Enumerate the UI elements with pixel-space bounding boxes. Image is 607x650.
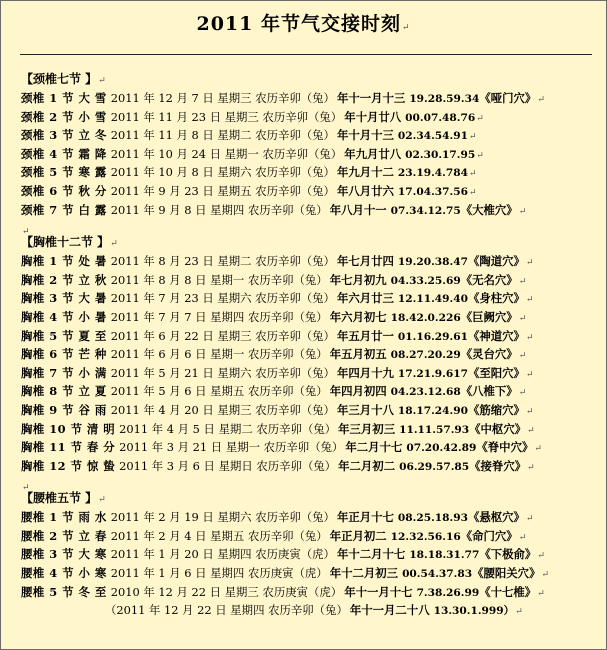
lunar-date: 年十一月十三 — [336, 91, 406, 105]
acupoint: 《巨阙穴》 — [460, 309, 518, 324]
lunar-date: 年三月初三 — [338, 421, 396, 436]
acupoint: 《脊中穴》 — [476, 440, 534, 455]
solar-date: 2011 年 12 月 7 日 — [110, 91, 214, 105]
solar-date: 2011 年 3 月 21 日 — [119, 440, 223, 455]
return-mark-icon: ↵ — [527, 462, 535, 473]
transition-time: 08.27.20.29 — [390, 349, 461, 362]
lunar-date: 年五月廿一 — [336, 328, 394, 343]
acupoint: 《灵台穴》 — [460, 347, 518, 362]
term-row — [21, 508, 607, 527]
lunar-date: 年二月初二 — [338, 458, 396, 473]
term-row — [21, 163, 607, 182]
return-mark-icon: ↵ — [22, 483, 30, 494]
note-date: （2011 年 12 月 22 日 — [105, 603, 227, 618]
lunar-ganzhi: 农历辛卯（兔） — [255, 365, 335, 380]
acupoint: 《八椎下》 — [460, 384, 518, 399]
vertebra-term: 胸椎 4 节 小 暑 — [21, 309, 107, 324]
lunar-date: 年三月十八 — [336, 402, 394, 417]
lunar-date: 年正月十七 — [336, 510, 394, 525]
lunar-ganzhi: 农历辛卯（兔） — [262, 109, 343, 124]
transition-time: 00.54.37.83 — [402, 568, 473, 581]
acupoint: 《陶道穴》 — [467, 254, 525, 269]
solar-date: 2011 年 1 月 6 日 — [110, 566, 207, 581]
return-mark-icon: ↵ — [525, 406, 534, 417]
term-row — [21, 457, 607, 476]
solar-date: 2011 年 4 月 20 日 — [110, 402, 214, 417]
lunar-ganzhi: 农历辛卯（兔） — [247, 347, 328, 362]
return-mark-icon: ↵ — [525, 295, 534, 306]
term-row — [21, 382, 607, 401]
lunar-ganzhi: 农历辛卯（兔） — [247, 309, 328, 324]
acupoint: 《大椎穴》 — [460, 202, 518, 217]
term-row — [21, 89, 607, 108]
transition-time: 12.32.56.16 — [390, 530, 461, 543]
lunar-ganzhi: 农历辛卯（兔） — [255, 91, 335, 105]
weekday: 星期三 — [217, 91, 252, 105]
solar-date: 2011 年 10 月 24 日 — [110, 146, 222, 161]
section-heading-text: 【胸椎十二节 】 — [21, 235, 110, 250]
solar-date: 2011 年 6 月 22 日 — [110, 328, 214, 343]
transition-time: 00.07.48.76 — [405, 111, 476, 124]
term-row — [21, 420, 607, 439]
weekday: 星期一 — [225, 440, 260, 455]
acupoint: 《哑门穴》 — [479, 91, 537, 105]
transition-time: 07.34.12.75 — [390, 204, 461, 217]
weekday: 星期四 — [210, 566, 245, 581]
vertebra-term: 胸椎 9 节 谷 雨 — [21, 402, 107, 417]
transition-time: 08.25.18.93 — [397, 512, 468, 525]
vertebra-term: 胸椎 7 节 小 满 — [21, 365, 107, 380]
term-row — [21, 345, 607, 364]
note-ganzhi: 农历辛卯（兔） — [268, 603, 348, 618]
term-row — [21, 145, 607, 164]
note-lunar: 年十一月二十八 — [349, 603, 430, 618]
solar-date: 2011 年 3 月 6 日 — [119, 458, 215, 473]
acupoint: 《中枢穴》 — [469, 421, 527, 436]
solar-date: 2011 年 2 月 19 日 — [110, 510, 214, 525]
weekday: 星期二 — [217, 254, 252, 269]
lunar-date: 年十月十三 — [336, 128, 394, 143]
return-mark-icon: ↵ — [525, 258, 534, 269]
weekday: 星期六 — [217, 165, 252, 180]
lunar-date: 年七月初九 — [329, 272, 387, 287]
term-row — [21, 201, 607, 220]
return-mark-icon: ↵ — [525, 369, 534, 380]
transition-time: 01.16.29.61 — [397, 330, 468, 343]
vertebra-term: 颈椎 5 节 寒 露 — [21, 165, 107, 180]
section-heading-text: 【颈椎七节 】 — [21, 72, 98, 86]
vertebra-term: 胸椎 11 节 春 分 — [21, 440, 116, 455]
weekday: 星期三 — [217, 402, 252, 417]
term-row — [21, 289, 607, 308]
transition-time: 18.17.24.90 — [397, 404, 468, 417]
lunar-ganzhi: 农历辛卯（兔） — [262, 146, 343, 161]
return-mark-icon: ↵ — [541, 570, 550, 581]
solar-date: 2011 年 9 月 23 日 — [110, 183, 214, 198]
transition-time: 11.11.57.93 — [399, 423, 470, 436]
section-heading-text: 【腰椎五节 】 — [21, 491, 98, 506]
lunar-date: 年正月初二 — [329, 528, 387, 543]
term-row — [21, 252, 607, 271]
return-mark-icon: ↵ — [468, 187, 477, 198]
lunar-ganzhi: 农历庚寅（虎） — [247, 566, 328, 581]
lunar-ganzhi: 农历辛卯（兔） — [256, 421, 337, 436]
weekday: 星期六 — [217, 291, 252, 306]
return-mark-icon: ↵ — [537, 95, 545, 105]
term-row — [21, 564, 607, 583]
lunar-date: 年十二月初三 — [329, 566, 399, 581]
return-mark-icon: ↵ — [476, 150, 484, 161]
weekday: 星期日 — [218, 458, 253, 473]
lunar-date: 年十月廿八 — [344, 109, 402, 124]
lunar-date: 年十二月十七 — [336, 547, 406, 562]
vertebra-term: 胸椎 1 节 处 暑 — [21, 254, 107, 269]
section — [21, 70, 607, 219]
return-mark-icon: ↵ — [515, 607, 523, 618]
transition-time: 07.20.42.89 — [406, 442, 477, 455]
section-heading — [21, 233, 607, 252]
lunar-ganzhi: 农历辛卯（兔） — [247, 272, 328, 287]
transition-time: 19.28.59.34 — [409, 93, 480, 105]
transition-time: 17.21.9.617 — [397, 367, 468, 380]
vertebra-term: 胸椎 5 节 夏 至 — [21, 328, 107, 343]
solar-date: 2011 年 11 月 23 日 — [110, 109, 222, 124]
lunar-date: 年二月十七 — [345, 440, 403, 455]
solar-date: 2011 年 5 月 21 日 — [110, 365, 214, 380]
lunar-date: 年六月廿三 — [336, 291, 394, 306]
weekday: 星期五 — [217, 183, 252, 198]
weekday: 星期二 — [218, 421, 253, 436]
term-row — [21, 401, 607, 420]
return-mark-icon: ↵ — [468, 169, 477, 180]
weekday: 星期三 — [224, 109, 259, 124]
lunar-date: 年八月十一 — [329, 202, 387, 217]
weekday: 星期四 — [210, 309, 245, 324]
return-mark-icon: ↵ — [518, 206, 527, 217]
term-row — [21, 108, 607, 127]
return-mark-icon: ↵ — [98, 495, 106, 506]
solar-date: 2011 年 5 月 6 日 — [110, 384, 207, 399]
weekday: 星期一 — [224, 146, 259, 161]
lunar-date: 年八月廿六 — [336, 183, 394, 198]
weekday: 星期三 — [217, 328, 252, 343]
lunar-ganzhi: 农历辛卯（兔） — [256, 458, 337, 473]
section — [21, 489, 607, 620]
acupoint: 《无名穴》 — [460, 272, 518, 287]
solar-date: 2011 年 7 月 23 日 — [110, 291, 214, 306]
lunar-ganzhi: 农历辛卯（兔） — [247, 202, 328, 217]
acupoint: 《下极俞》 — [479, 547, 537, 562]
note-time: 13.30.1.999） — [433, 605, 515, 618]
title-divider — [20, 54, 592, 55]
vertebra-term: 颈椎 1 节 大 雪 — [21, 91, 107, 105]
lunar-date: 年七月廿四 — [336, 254, 394, 269]
weekday: 星期六 — [217, 365, 252, 380]
term-row — [21, 364, 607, 383]
term-row — [21, 438, 607, 457]
transition-time: 23.19.4.784 — [397, 167, 468, 180]
acupoint: 《神道穴》 — [467, 328, 525, 343]
acupoint: 《腰阳关穴》 — [472, 566, 541, 581]
term-row — [21, 182, 607, 201]
return-mark-icon: ↵ — [537, 588, 545, 599]
page-title: 2011 年节气交接时刻↵ — [196, 13, 411, 35]
vertebra-term: 颈椎 3 节 立 冬 — [21, 128, 107, 143]
solar-date: 2011 年 10 月 8 日 — [110, 165, 214, 180]
return-mark-icon: ↵ — [525, 514, 534, 525]
transition-time: 17.04.37.56 — [397, 185, 468, 198]
solar-date: 2011 年 11 月 8 日 — [110, 128, 214, 143]
term-row — [21, 327, 607, 346]
section-spacer — [21, 219, 607, 238]
return-mark-icon: ↵ — [110, 239, 118, 250]
lunar-date: 年五月初五 — [329, 347, 387, 362]
vertebra-term: 颈椎 2 节 小 雪 — [21, 109, 107, 124]
vertebra-term: 胸椎 6 节 芒 种 — [21, 347, 107, 362]
lunar-ganzhi: 农历辛卯（兔） — [255, 402, 335, 417]
acupoint: 《悬枢穴》 — [467, 510, 525, 525]
solar-date: 2010 年 12 月 22 日 — [110, 584, 222, 599]
vertebra-term: 胸椎 12 节 惊 蛰 — [21, 458, 116, 473]
transition-time: 04.33.25.69 — [390, 274, 461, 287]
solar-date: 2011 年 9 月 8 日 — [110, 202, 207, 217]
term-row — [21, 583, 607, 602]
vertebra-term: 胸椎 10 节 清 明 — [21, 421, 116, 436]
lunar-ganzhi: 农历庚寅（虎） — [255, 547, 335, 562]
weekday: 星期一 — [210, 272, 245, 287]
vertebra-term: 颈椎 6 节 秋 分 — [21, 183, 107, 198]
note-weekday: 星期四 — [230, 603, 265, 618]
lunar-ganzhi: 农历辛卯（兔） — [255, 128, 335, 143]
solar-date: 2011 年 1 月 20 日 — [110, 547, 214, 562]
return-mark-icon: ↵ — [476, 113, 484, 124]
term-row — [21, 126, 607, 145]
transition-time: 02.30.17.95 — [405, 148, 476, 161]
weekday: 星期五 — [210, 384, 245, 399]
lunar-ganzhi: 农历辛卯（兔） — [255, 165, 335, 180]
vertebra-term: 颈椎 4 节 霜 降 — [21, 146, 107, 161]
lunar-date: 年六月初七 — [329, 309, 387, 324]
term-row — [21, 308, 607, 327]
solar-date: 2011 年 6 月 6 日 — [110, 347, 207, 362]
weekday: 星期三 — [224, 584, 259, 599]
vertebra-term: 腰椎 3 节 大 寒 — [21, 547, 107, 562]
transition-time: 04.23.12.68 — [390, 386, 461, 399]
lunar-ganzhi: 农历辛卯（兔） — [255, 510, 335, 525]
lunar-ganzhi: 农历辛卯（兔） — [255, 254, 335, 269]
vertebra-term: 颈椎 7 节 白 露 — [21, 202, 107, 217]
solar-date: 2011 年 8 月 8 日 — [110, 272, 207, 287]
transition-time: 02.34.54.91 — [397, 130, 468, 143]
acupoint: 《十七椎》 — [479, 584, 537, 599]
weekday: 星期四 — [217, 547, 252, 562]
transition-time: 18.42.0.226 — [390, 311, 461, 324]
vertebra-term: 腰椎 2 节 立 春 — [21, 528, 107, 543]
document-body — [21, 70, 607, 620]
solar-date: 2011 年 8 月 23 日 — [110, 254, 214, 269]
weekday: 星期四 — [210, 202, 245, 217]
return-mark-icon: ↵ — [22, 227, 30, 238]
lunar-ganzhi: 农历辛卯（兔） — [255, 291, 335, 306]
return-mark-icon: ↵ — [98, 76, 106, 86]
lunar-ganzhi: 农历庚寅（虎） — [262, 584, 343, 599]
vertebra-term: 胸椎 2 节 立 秋 — [21, 272, 107, 287]
weekday: 星期二 — [217, 128, 252, 143]
return-mark-icon: ↵ — [518, 276, 527, 287]
transition-time: 12.11.49.40 — [397, 293, 468, 306]
vertebra-term: 腰椎 5 节 冬 至 — [21, 584, 107, 599]
weekday: 星期六 — [217, 510, 252, 525]
acupoint: 《接脊穴》 — [469, 458, 527, 473]
lunar-ganzhi: 农历辛卯（兔） — [247, 384, 328, 399]
vertebra-term: 腰椎 4 节 小 寒 — [21, 566, 107, 581]
term-row — [21, 271, 607, 290]
vertebra-term: 胸椎 8 节 立 夏 — [21, 384, 107, 399]
weekday: 星期一 — [210, 347, 245, 362]
return-mark-icon: ↵ — [518, 388, 527, 399]
term-row — [21, 545, 607, 564]
transition-time: 7.38.26.99 — [416, 586, 480, 599]
return-mark-icon: ↵ — [518, 351, 527, 362]
acupoint: 《身柱穴》 — [467, 291, 525, 306]
lunar-date: 年十一月十七 — [344, 584, 413, 599]
transition-time: 06.29.57.85 — [399, 460, 470, 473]
return-mark-icon: ↵ — [518, 313, 527, 324]
return-mark-icon: ↵ — [527, 425, 535, 436]
section-spacer — [21, 475, 607, 494]
return-mark-icon: ↵ — [518, 532, 527, 543]
lunar-date: 年四月十九 — [336, 365, 394, 380]
section-heading — [21, 70, 607, 89]
acupoint: 《筋缩穴》 — [467, 402, 525, 417]
lunar-ganzhi: 农历辛卯（兔） — [255, 183, 335, 198]
return-mark-icon: ↵ — [401, 23, 411, 33]
term-row — [21, 527, 607, 546]
lunar-date: 年九月廿八 — [344, 146, 402, 161]
return-mark-icon: ↵ — [468, 132, 477, 143]
section — [21, 233, 607, 475]
lunar-ganzhi: 农历辛卯（兔） — [255, 328, 335, 343]
section-heading — [21, 489, 607, 508]
vertebra-term: 胸椎 3 节 大 暑 — [21, 291, 107, 306]
return-mark-icon: ↵ — [537, 551, 545, 562]
return-mark-icon: ↵ — [534, 444, 542, 455]
solar-date: 2011 年 4 月 5 日 — [119, 421, 215, 436]
lunar-date: 年九月十二 — [336, 165, 394, 180]
lunar-ganzhi: 农历辛卯（兔） — [247, 528, 328, 543]
return-mark-icon: ↵ — [525, 332, 534, 343]
lunar-ganzhi: 农历辛卯（兔） — [263, 440, 344, 455]
acupoint: 《至阳穴》 — [467, 365, 525, 380]
solar-date: 2011 年 7 月 7 日 — [110, 309, 207, 324]
solar-date: 2011 年 2 月 4 日 — [110, 528, 207, 543]
acupoint: 《命门穴》 — [460, 528, 518, 543]
transition-time: 18.18.31.77 — [409, 549, 480, 562]
footnote-row — [21, 601, 607, 620]
lunar-date: 年四月初四 — [329, 384, 387, 399]
weekday: 星期五 — [210, 528, 245, 543]
transition-time: 19.20.38.47 — [397, 256, 468, 269]
vertebra-term: 腰椎 1 节 雨 水 — [21, 510, 107, 525]
